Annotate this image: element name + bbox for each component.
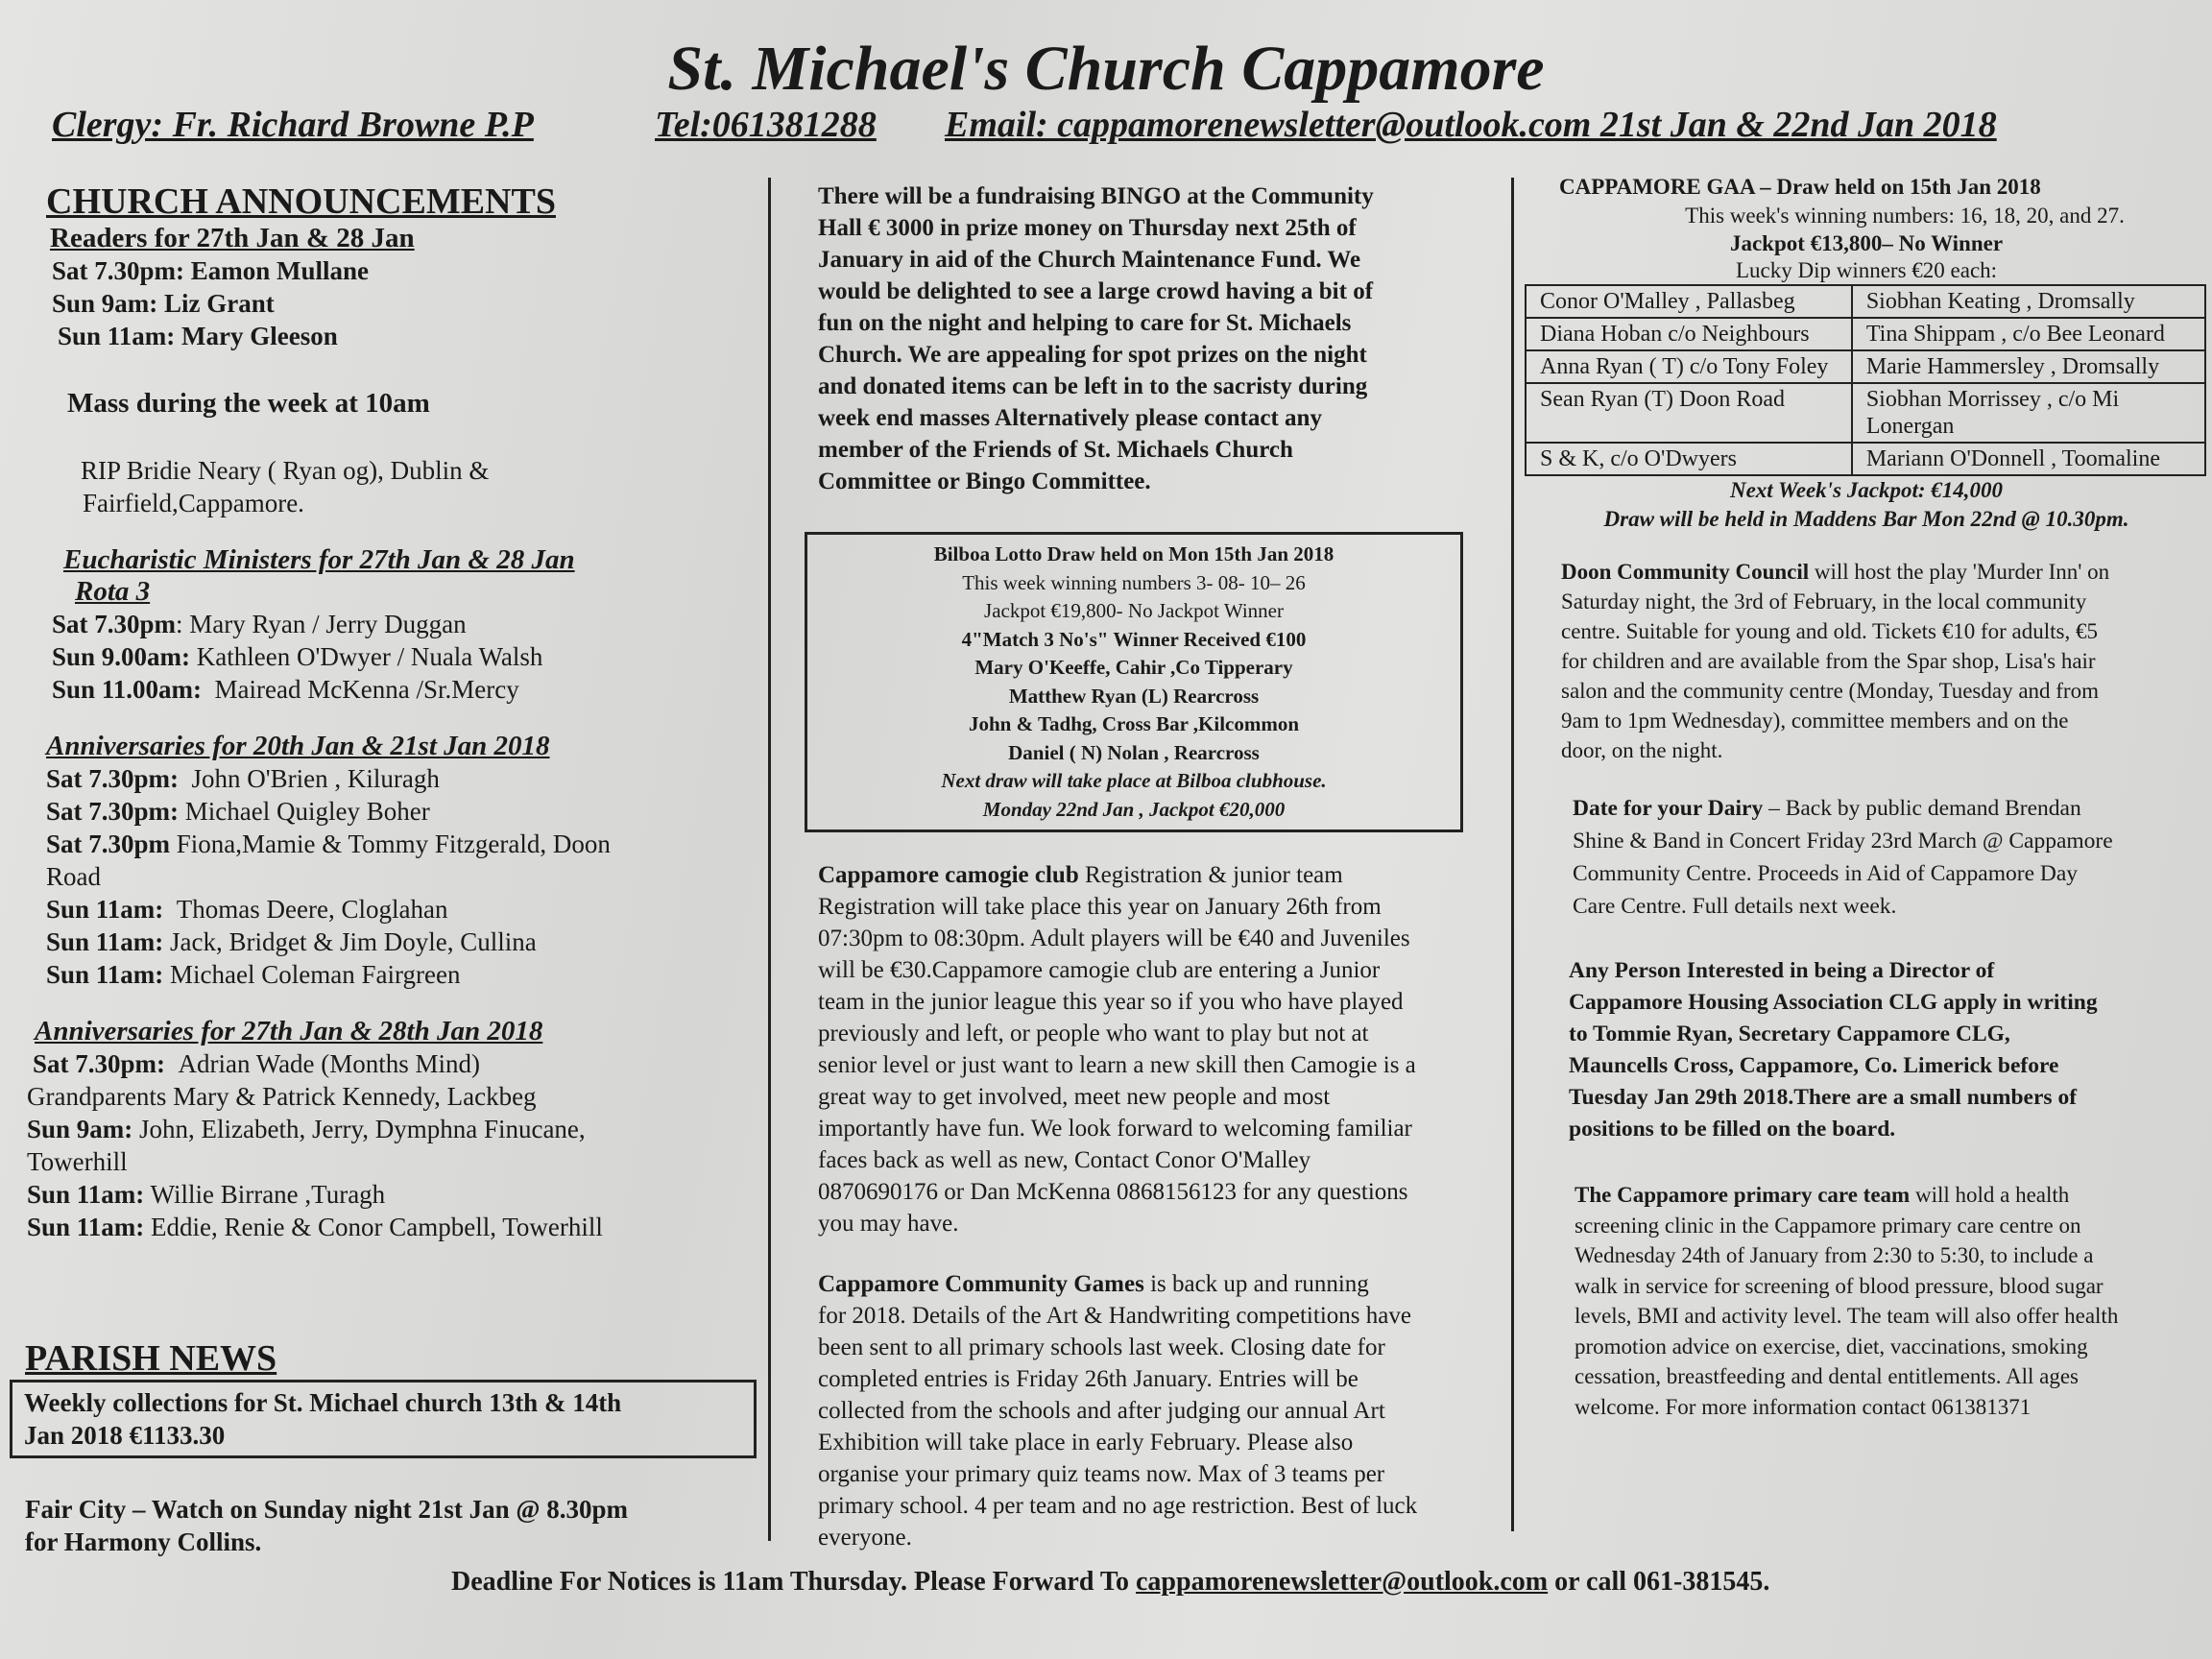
anniversary-row: Sat 7.30pm: Michael Quigley Boher — [46, 797, 430, 826]
anniversary-row: Sun 11am: Eddie, Renie & Conor Campbell, Towerhill — [27, 1213, 603, 1241]
gaa-title: CAPPAMORE GAA – Draw held on 15th Jan 2018 — [1559, 175, 2041, 199]
deadline-footer: Deadline For Notices is 11am Thursday. Please Forward To cappamorenewsletter@outlook.com or call 061-381545. — [451, 1567, 1770, 1597]
table-row: Sean Ryan (T) Doon Road Siobhan Morrissey , c/o Mi Lonergan — [1526, 383, 2205, 443]
footer-email-link[interactable]: cappamorenewsletter@outlook.com — [1136, 1567, 1549, 1597]
bingo-notice: There will be a fundraising BINGO at the Community Hall € 3000 in prize money on Thursday next 25th of January in aid of the Church Maintenance Fund. We would be delighted to see a large crowd having a bit of fun on the night and helping to care for St. Michaels Church. We are appealing for spot prizes on the night and donated items can be left in to the sacristy during week end masses Alternatively please contact any member of the Friends of St. Michaels Church Committee or Bingo Committee. — [818, 183, 1374, 494]
anniversary-row: Sat 7.30pm: John O'Brien , Kiluragh — [46, 764, 440, 793]
draw-location: Draw will be held in Maddens Bar Mon 22nd @ 10.30pm. — [1603, 507, 2129, 531]
parish-news-heading: PARISH NEWS — [25, 1338, 277, 1379]
weekly-collections-box: Weekly collections for St. Michael church 13th & 14th Jan 2018 €1133.30 — [10, 1380, 757, 1458]
readers-list — [52, 254, 757, 352]
anniversaries-1-heading: Anniversaries for 20th Jan & 21st Jan 2018 — [46, 731, 550, 761]
anniversary-row: Sat 7.30pm: Adrian Wade (Months Mind) — [33, 1049, 481, 1078]
anniversaries-2-heading: Anniversaries for 27th Jan & 28th Jan 2018 — [35, 1016, 543, 1046]
readers-heading: Readers for 27th Jan & 28 Jan — [50, 223, 415, 253]
phone-line: Tel:061381288 — [655, 105, 877, 145]
anniversary-row: Sat 7.30pm Fiona,Mamie & Tommy Fitzgerald, Doon — [46, 830, 611, 858]
anniversary-row: Sun 9am: John, Elizabeth, Jerry, Dymphna Finucane, — [27, 1115, 586, 1143]
right-column — [1525, 173, 2208, 1422]
church-announcements-heading: CHURCH ANNOUNCEMENTS — [46, 181, 556, 222]
anniversary-row: Sun 11am: Jack, Bridget & Jim Doyle, Cullina — [46, 927, 537, 956]
reader-row: Sat 7.30pm: Eamon Mullane — [52, 256, 370, 285]
community-games-notice: Cappamore Community Games is back up and running for 2018. Details of the Art & Handwriting competitions have been sent to all primary schools last week. Closing date for completed entries is Friday 26th January. Entries will be collected from the schools and after judging our annual Art Exhibition will take place in early February. Please also organise your primary quiz teams now. Max of 3 teams per primary school. 4 per team and no age restriction. Best of luck everyone. — [818, 1271, 1418, 1551]
fair-city-notice: Fair City – Watch on Sunday night 21st Jan @ 8.30pm for Harmony Collins. — [25, 1495, 628, 1556]
housing-association-notice: Any Person Interested in being a Director of Cappamore Housing Association CLG apply in writing to Tommie Ryan, Secretary Cappamore CLG, Mauncells Cross, Cappamore, Co. Limerick before Tuesday Jan 29th 2018.There are a small numbers of positions to be filled on the board. — [1569, 958, 2098, 1142]
minister-row: Sat 7.30pm: Mary Ryan / Jerry Duggan — [52, 610, 467, 638]
anniversaries-1-list — [46, 762, 757, 991]
primary-care-notice: The Cappamore primary care team will hold a health screening clinic in the Cappamore primary care centre on Wednesday 24th of January from 2:30 to 5:30, to include a walk in service for screening of blood pressure, blood sugar levels, BMI and activity level. The team will also offer health promotion advice on exercise, diet, vaccinations, smoking cessation, breastfeeding and dental entitlements. All ages welcome. For more information contact 061381371 — [1575, 1183, 2119, 1419]
left-column — [24, 180, 757, 1558]
anniversaries-2-list — [27, 1047, 757, 1243]
anniversary-row: Sun 11am: Willie Birrane ,Turagh — [27, 1180, 386, 1209]
column-divider-left — [768, 178, 771, 1541]
eucharistic-heading: Eucharistic Ministers for 27th Jan & 28 Jan Rota 3 — [63, 544, 575, 607]
table-row: S & K, c/o O'Dwyers Mariann O'Donnell , Toomaline — [1526, 443, 2205, 475]
eucharistic-list — [52, 608, 757, 706]
middle-column — [818, 180, 1490, 1553]
reader-row: Sun 11am: Mary Gleeson — [58, 322, 338, 350]
camogie-notice: Cappamore camogie club Registration & junior team Registration will take place this year on January 26th from 07:30pm to 08:30pm. Adult players will be €40 and Juveniles will be €30.Cappamore camogie club are entering a Junior team in the junior league this year so if you who have played previously and left, or people who want to play but not at senior level or just want to learn a new skill then Camogie is a great way to get involved, meet new people and most importantly have fun. We look forward to welcoming familiar faces back as well as new, Contact Conor O'Malley 0870690176 or Dan McKenna 0868156123 for any questions you may have. — [818, 862, 1416, 1237]
table-row: Anna Ryan ( T) c/o Tony Foley Marie Hammersley , Dromsally — [1526, 350, 2205, 383]
bilboa-lotto-box: Bilboa Lotto Draw held on Mon 15th Jan 2018 This week winning numbers 3- 08- 10– 26 Jackpot €19,800- No Jackpot Winner 4"Match 3 No's" Winner Received €100 Mary O'Keeffe, Cahir ,Co Tipperary Matthew Ryan (L) Rearcross John & Tadhg, Cross Bar ,Kilcommon Daniel ( N) Nolan , Rearcross Next draw will take place at Bilboa clubhouse. Monday 22nd Jan , Jackpot €20,000 — [805, 532, 1463, 832]
anniversary-row: Towerhill — [27, 1147, 128, 1176]
rip-notice: RIP Bridie Neary ( Ryan og), Dublin & Fairfield,Cappamore. — [81, 456, 490, 517]
dairy-notice: Date for your Dairy – Back by public demand Brendan Shine & Band in Concert Friday 23rd March @ Cappamore Community Centre. Proceeds in Aid of Cappamore Day Care Centre. Full details next week. — [1573, 796, 2113, 919]
anniversary-row: Grandparents Mary & Patrick Kennedy, Lackbeg — [27, 1082, 537, 1111]
table-row: Diana Hoban c/o Neighbours Tina Shippam , c/o Bee Leonard — [1526, 318, 2205, 350]
next-jackpot: Next Week's Jackpot: €14,000 — [1729, 478, 2004, 502]
mass-notice: Mass during the week at 10am — [67, 388, 430, 419]
minister-row: Sun 9.00am: Kathleen O'Dwyer / Nuala Walsh — [52, 642, 543, 671]
anniversary-row: Sun 11am: Thomas Deere, Cloglahan — [46, 895, 448, 924]
doon-council-notice: Doon Community Council will host the play 'Murder Inn' on Saturday night, the 3rd of February, in the local community centre. Suitable for young and old. Tickets €10 for adults, €5 for children and are available from the Spar shop, Lisa's hair salon and the community centre (Monday, Tuesday and from 9am to 1pm Wednesday), committee members and on the door, on the night. — [1561, 560, 2110, 762]
email-date-line: Email: cappamorenewsletter@outlook.com 21st Jan & 22nd Jan 2018 — [945, 105, 1997, 145]
clergy-line: Clergy: Fr. Richard Browne P.P — [52, 105, 534, 145]
anniversary-row: Road — [46, 862, 101, 891]
gaa-jackpot: Jackpot €13,800– No Winner — [1729, 231, 2004, 255]
minister-row: Sun 11.00am: Mairead McKenna /Sr.Mercy — [52, 675, 519, 704]
table-row: Conor O'Malley , Pallasbeg Siobhan Keating , Dromsally — [1526, 285, 2205, 318]
column-divider-right — [1511, 178, 1514, 1531]
reader-row: Sun 9am: Liz Grant — [52, 289, 275, 318]
newsletter-title: St. Michael's Church Cappamore — [667, 34, 1545, 104]
gaa-numbers: This week's winning numbers: 16, 18, 20, and 27. — [1685, 204, 2125, 228]
anniversary-row: Sun 11am: Michael Coleman Fairgreen — [46, 960, 461, 989]
lucky-dip-winners-table — [1525, 284, 2206, 476]
gaa-lucky-dip: Lucky Dip winners €20 each: — [1735, 258, 1998, 282]
